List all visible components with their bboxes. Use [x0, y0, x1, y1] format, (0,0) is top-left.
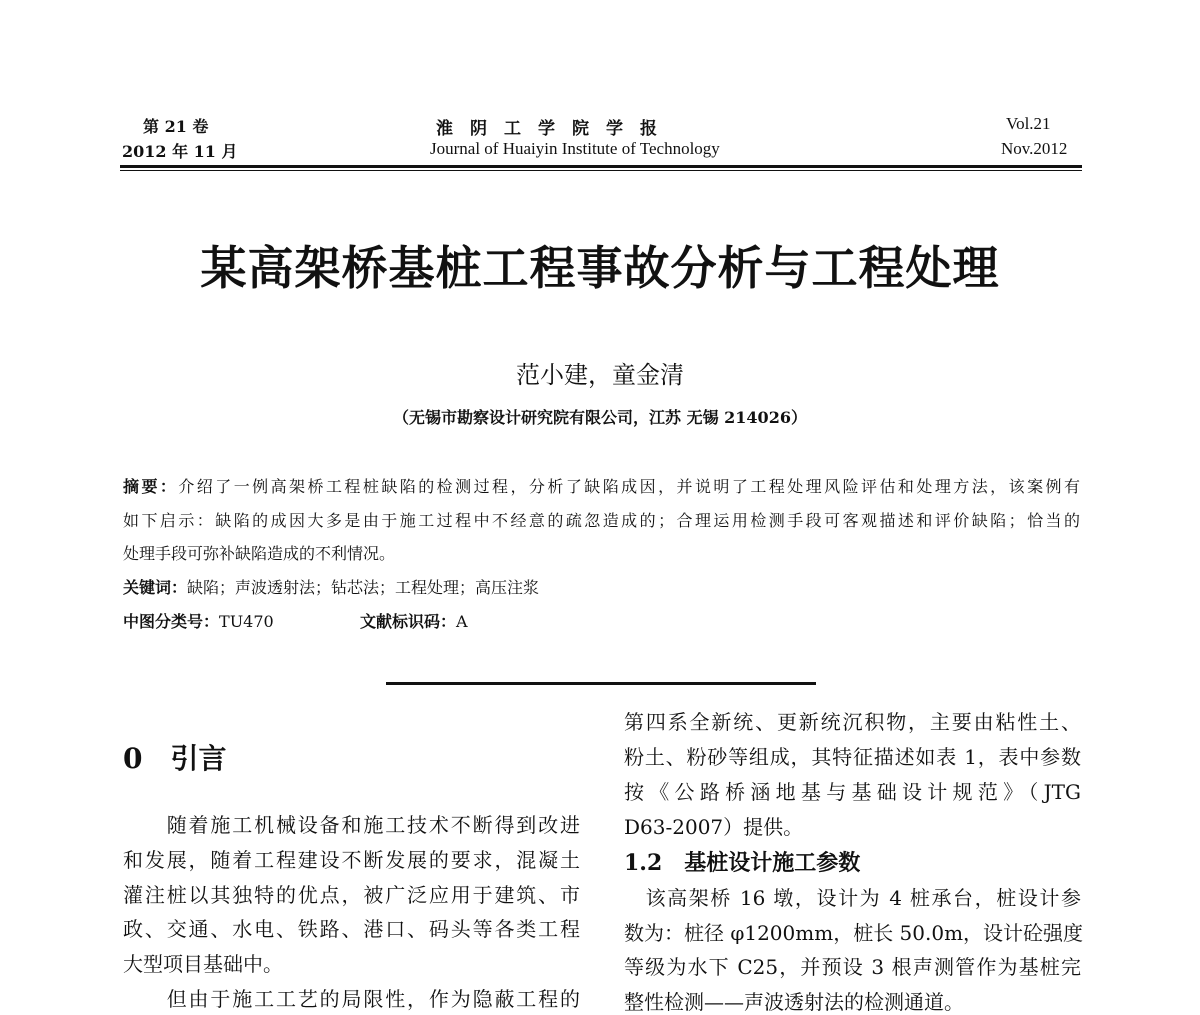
section-heading: 0 引言 — [123, 742, 227, 775]
journal-name-cn: 淮 阴 工 学 院 学 报 — [436, 119, 657, 139]
date-cn: 2012 年 11 月 — [122, 142, 238, 161]
body-line: 粉土、粉砂等组成，其特征描述如表 1，表中参数 — [624, 745, 1081, 769]
abstract-line: 如下启示：缺陷的成因大多是由于施工过程中不经意的疏忽造成的；合理运用检测手段可客观描述和评价缺陷；恰当的 — [123, 511, 1080, 530]
body-line: 和发展，随着工程建设不断发展的要求，混凝土 — [123, 848, 580, 872]
body-line: 整性检测——声波透射法的检测通道。 — [624, 990, 964, 1014]
abstract-label: 摘要： — [123, 477, 179, 496]
document-code — [360, 609, 468, 632]
header-rule — [120, 165, 1082, 168]
body-line: 数为：桩径 φ1200mm，桩长 50.0m，设计砼强度 — [624, 921, 1084, 945]
clc-label: 中图分类号： — [123, 612, 220, 631]
abstract-line: 介绍了一例高架桥工程桩缺陷的检测过程，分析了缺陷成因，并说明了工程处理风险评估和处理方法，该案例有 — [178, 477, 1080, 496]
abstract-line: 处理手段可弥补缺陷造成的不利情况。 — [123, 544, 396, 563]
authors: 范小建，童金清 — [516, 361, 684, 389]
doc-code-value: A — [456, 612, 468, 631]
body-line: D63-2007）提供。 — [624, 815, 804, 839]
doc-code-label: 文献标识码： — [360, 612, 457, 631]
keywords-label: 关键词： — [123, 578, 188, 597]
body-line: 等级为水下 C25，并预设 3 根声测管作为基桩完 — [624, 955, 1081, 979]
clc-number — [123, 609, 274, 632]
header-rule-thin — [120, 170, 1082, 171]
affiliation: （无锡市勘察设计研究院有限公司，江苏 无锡 214026） — [393, 408, 807, 427]
body-line: 按《公路桥涵地基与基础设计规范》（JTG — [624, 780, 1081, 804]
body-line: 大型项目基础中。 — [123, 952, 283, 976]
date-en: Nov.2012 — [1001, 139, 1068, 158]
volume-cn: 第 21 卷 — [143, 117, 209, 136]
body-line: 但由于施工工艺的局限性，作为隐蔽工程的 — [123, 987, 580, 1011]
body-line: 政、交通、水电、铁路、港口、码头等各类工程 — [123, 917, 580, 941]
keywords — [123, 575, 539, 598]
body-line: 该高架桥 16 墩，设计为 4 桩承台，桩设计参 — [624, 886, 1081, 910]
clc-value: TU470 — [219, 612, 274, 631]
subsection-heading: 1.2 基桩设计施工参数 — [624, 850, 861, 876]
section-divider — [386, 682, 816, 685]
volume-en: Vol.21 — [1006, 114, 1051, 133]
paper-title: 某高架桥基桩工程事故分析与工程处理 — [200, 241, 1000, 295]
body-line: 第四系全新统、更新统沉积物，主要由粘性土、 — [624, 710, 1081, 734]
body-line: 灌注桩以其独特的优点，被广泛应用于建筑、市 — [123, 883, 580, 907]
journal-name-en: Journal of Huaiyin Institute of Technology — [430, 139, 720, 158]
keywords-text: 缺陷；声波透射法；钻芯法；工程处理；高压注浆 — [187, 578, 540, 597]
body-line: 随着施工机械设备和施工技术不断得到改进 — [123, 813, 580, 837]
